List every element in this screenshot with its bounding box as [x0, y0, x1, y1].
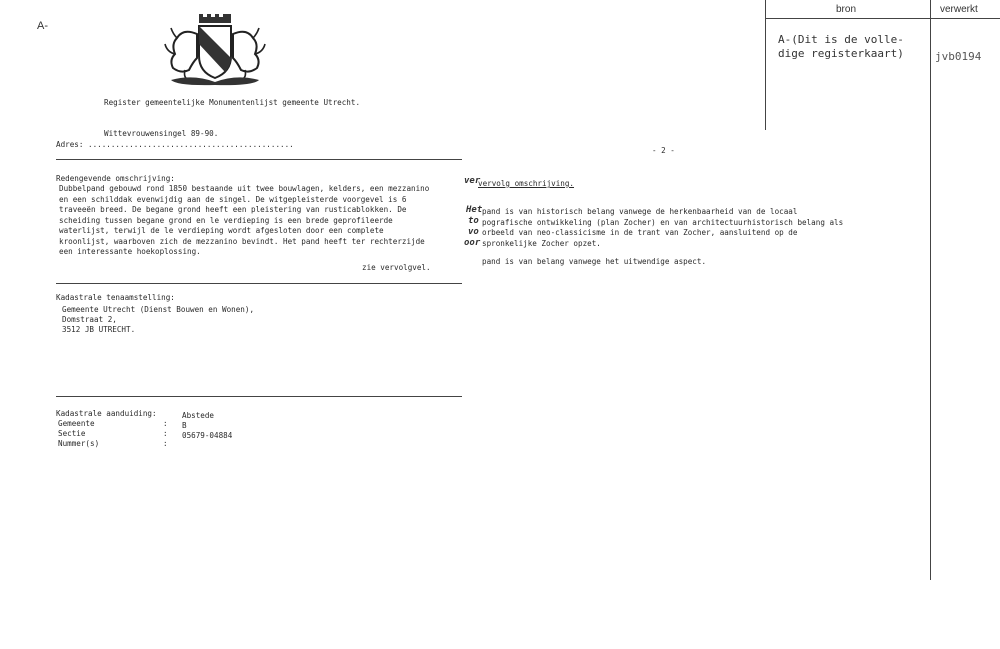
owner-line: Domstraat 2,: [62, 315, 117, 324]
section-divider-3: [56, 396, 462, 397]
cadastral-label: Gemeente: [58, 419, 95, 428]
cadastral-label: Nummer(s): [58, 439, 100, 448]
section-divider-1: [56, 159, 462, 160]
continuation-line: pografische ontwikkeling (plan Zocher) en van architectuurhistorisch belang als: [482, 217, 844, 227]
description-line: waterlijst, terwijl de le verdieping wordt afgesloten door een complete: [59, 226, 384, 235]
cadastral-value: 05679-04884: [182, 431, 233, 440]
handwritten-prefix: Het: [466, 205, 483, 215]
archive-source-line-2: dige registerkaart): [778, 47, 904, 60]
continuation-line-2: pand is van belang vanwege het uitwendige aspect.: [482, 257, 707, 266]
page-number: - 2 -: [652, 146, 675, 155]
archive-header-divider: [765, 18, 1000, 19]
utrecht-coat-of-arms-icon: [163, 14, 267, 86]
description-line: traveeën breed. De begane grond heeft een pleistering van rusticablokken. De: [59, 205, 407, 214]
register-title: Register gemeentelijke Monumentenlijst gemeente Utrecht.: [104, 98, 361, 107]
description-line: scheiding tussen begane grond en le verdieping is een brede geprofileerde: [59, 215, 393, 225]
description-line: kroonlijst, waarboven zich de mezzanino bevindt. Het pand heeft ter rechterzijde: [59, 236, 425, 246]
continuation-line: orbeeld van neo-classicisme in de trant van Zocher, aansluitend op de: [482, 228, 798, 237]
cadastral-sep: :: [163, 439, 168, 448]
archive-source-line-1: A-(Dit is de volle-: [778, 33, 904, 46]
archive-col-processed: verwerkt: [940, 4, 978, 15]
archive-col-source: bron: [836, 4, 857, 15]
handwritten-prefix: oor: [464, 238, 481, 248]
section-divider-2: [56, 283, 462, 284]
description-line: en een schilddak evenwijdig aan de singel. De witgepleisterde voorgevel is 6: [59, 194, 407, 204]
continuation-heading: vervolg omschrijving.: [478, 179, 575, 188]
owner-heading: Kadastrale tenaamstelling:: [56, 293, 175, 302]
cadastral-heading: Kadastrale aanduiding:: [56, 409, 157, 418]
handwritten-prefix: vo: [468, 227, 479, 237]
cadastral-sep: :: [163, 419, 168, 428]
cadastral-value: B: [182, 421, 187, 430]
description-heading: Redengevende omschrijving:: [56, 174, 175, 183]
archive-column-divider: [930, 0, 931, 580]
continuation-line: pand is van historisch belang vanwege de herkenbaarheid van de locaal: [482, 207, 798, 216]
corner-mark: A-: [37, 20, 48, 32]
archive-processed-code: jvb0194: [935, 50, 982, 63]
cadastral-value: Abstede: [182, 411, 215, 420]
owner-line: Gemeente Utrecht (Dienst Bouwen en Wonen),: [62, 305, 255, 314]
description-line: Dubbelpand gebouwd rond 1850 bestaande uit twee bouwlagen, kelders, een mezzanino: [59, 184, 430, 193]
cadastral-sep: :: [163, 429, 168, 438]
owner-line: 3512 JB UTRECHT.: [62, 325, 136, 334]
continuation-line: spronkelijke Zocher opzet.: [482, 238, 601, 248]
address-value: Wittevrouwensingel 89-90.: [104, 129, 219, 138]
address-label: Adres: .............................................: [56, 140, 294, 149]
cadastral-label: Sectie: [58, 429, 86, 438]
handwritten-prefix: to: [468, 216, 479, 226]
archive-left-border: [765, 0, 766, 130]
handwritten-ver: ver: [464, 176, 481, 186]
see-continuation-note: zie vervolgvel.: [362, 263, 431, 272]
description-line: een interessante hoekoplossing.: [59, 247, 201, 256]
